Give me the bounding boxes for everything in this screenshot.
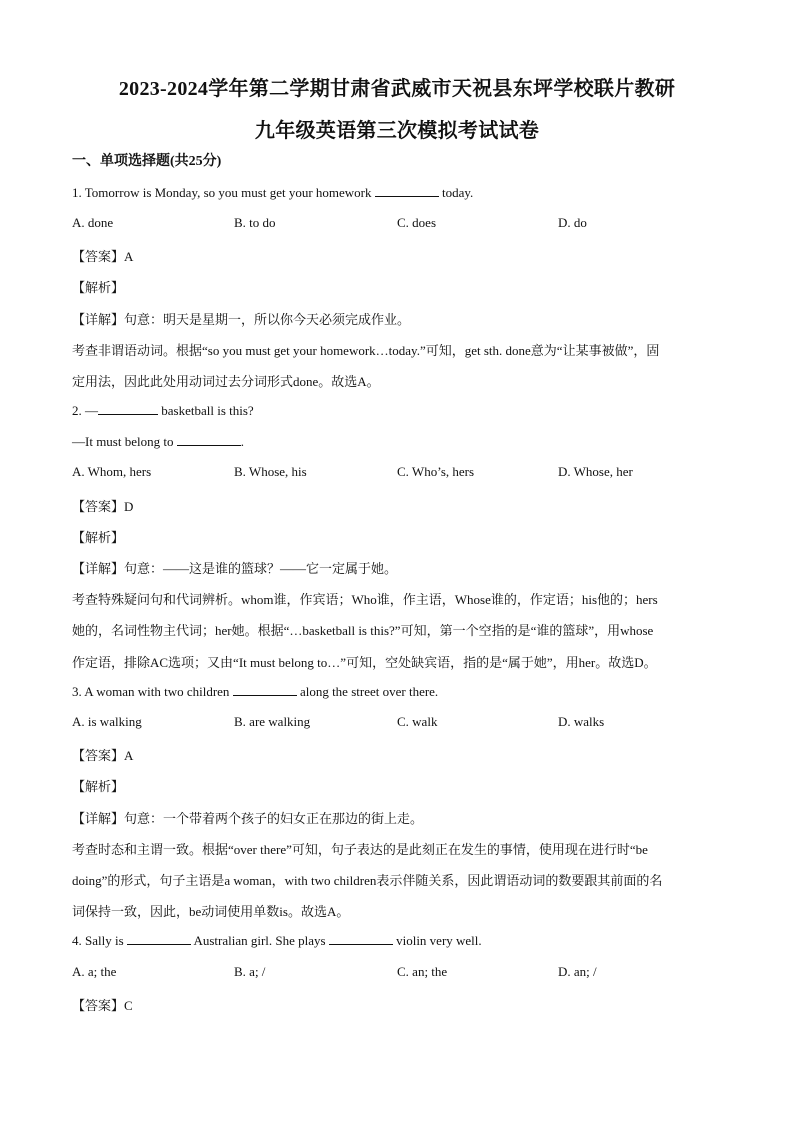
q2-answer: 【答案】D: [72, 499, 134, 514]
q4-option-b: B. a; /: [234, 964, 266, 979]
q3-option-b: B. are walking: [234, 714, 311, 729]
q3-detail: 【详解】句意：一个带着两个孩子的妇女正在那边的街上走。: [72, 811, 424, 826]
q4-stem: 4. Sally is Australian girl. She plays violin very well.: [72, 933, 482, 948]
q4-answer: 【答案】C: [72, 998, 133, 1013]
q3-explain-line3: 词保持一致，因此，be动词使用单数is。故选A。: [72, 904, 350, 919]
q2-option-c: C. Who’s, hers: [397, 464, 475, 479]
q3-stem: 3. A woman with two children along the street over there.: [72, 684, 439, 699]
q1-stem: 1. Tomorrow is Monday, so you must get your homework today.: [72, 185, 474, 200]
q3-option-c: C. walk: [397, 714, 438, 729]
q3-explain-line1: 考查时态和主谓一致。根据“over there”可知，句子表达的是此刻正在发生的事情，使用现在进行时“be: [72, 842, 648, 857]
q1-option-d: D. do: [558, 215, 587, 230]
q3-explain-line2: doing”的形式，句子主语是a woman，with two children表示伴随关系，因此谓语动词的数要跟其前面的名: [72, 873, 663, 888]
answer-blank: [375, 184, 439, 197]
q2-explain-line1: 考查特殊疑问句和代词辨析。whom谁，作宾语；Who谁，作主语，Whose谁的，作定语；his他的；hers: [72, 592, 658, 607]
q1-option-a: A. done: [72, 215, 114, 230]
q2-analysis: 【解析】: [72, 530, 125, 545]
q3-answer: 【答案】A: [72, 748, 134, 763]
exam-title-line1: 2023-2024学年第二学期甘肃省武威市天祝县东坪学校联片教研: [118, 78, 676, 100]
answer-blank: [329, 932, 393, 945]
exam-title-line2: 九年级英语第三次模拟考试试卷: [254, 120, 540, 142]
answer-blank: [127, 932, 191, 945]
q1-explain-line2: 定用法，因此此处用动词过去分词形式done。故选A。: [72, 374, 380, 389]
q2-stem-line2: —It must belong to .: [72, 434, 244, 449]
answer-blank: [177, 433, 241, 446]
q1-analysis: 【解析】: [72, 280, 125, 295]
q1-option-b: B. to do: [234, 215, 276, 230]
q4-option-d: D. an; /: [558, 964, 597, 979]
q2-detail: 【详解】句意：——这是谁的篮球？——它一定属于她。: [72, 561, 398, 576]
q3-option-d: D. walks: [558, 714, 605, 729]
q4-option-c: C. an; the: [397, 964, 448, 979]
section-heading: 一、单项选择题(共25分): [72, 154, 222, 169]
q3-option-a: A. is walking: [72, 714, 142, 729]
q1-detail: 【详解】句意：明天是星期一，所以你今天必须完成作业。: [72, 312, 411, 327]
q2-explain-line3: 作定语，排除AC选项；又由“It must belong to…”可知，空处缺宾语，指的是“属于她”，用her。故选D。: [72, 655, 657, 670]
q1-explain-line1: 考查非谓语动词。根据“so you must get your homework…today.”可知，get sth. done意为“让某事被做”，固: [72, 343, 660, 358]
q2-explain-line2: 她的，名词性物主代词；her她。根据“…basketball is this?”可知，第一个空指的是“谁的篮球”，用whose: [72, 623, 654, 638]
q2-option-b: B. Whose, his: [234, 464, 307, 479]
q1-option-c: C. does: [397, 215, 436, 230]
answer-blank: [233, 683, 297, 696]
answer-blank: [98, 402, 158, 415]
q2-option-a: A. Whom, hers: [72, 464, 152, 479]
q4-option-a: A. a; the: [72, 964, 117, 979]
q1-answer: 【答案】A: [72, 249, 134, 264]
q2-stem-line1: 2. — basketball is this?: [72, 403, 254, 418]
q3-analysis: 【解析】: [72, 779, 125, 794]
q2-option-d: D. Whose, her: [558, 464, 633, 479]
